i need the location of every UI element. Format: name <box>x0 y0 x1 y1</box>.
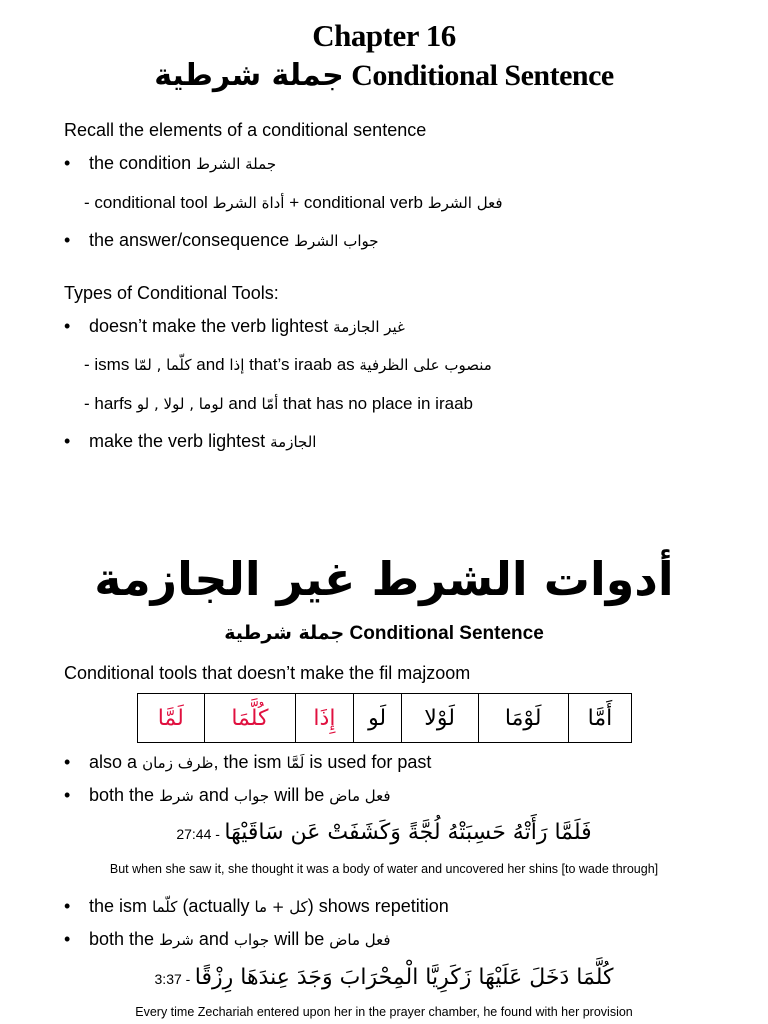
bullet-dot: • <box>64 316 71 336</box>
verse-1 <box>0 820 768 845</box>
bullet-dot: • <box>64 153 71 173</box>
sub-isms: - isms كلّما , لمّا and إذا that’s iraab as منصوب على الظرفية <box>84 355 492 374</box>
verse-1-arabic: فَلَمَّا رَأَتْهُ حَسِبَتْهُ لُجَّةً وَكَشَفَتْ عَن سَاقَيْهَا <box>224 820 592 845</box>
tools-table <box>137 693 632 743</box>
bullet-dot: • <box>64 929 71 949</box>
verse-1-ref: 27:44 - <box>176 826 220 842</box>
tool-cell: كُلَّمَا <box>204 694 296 743</box>
tools-row <box>138 694 632 743</box>
verse-2-ref: 3:37 - <box>154 971 191 987</box>
bullet-condition: • the condition جملة الشرط <box>64 153 277 173</box>
bullet-lamma: • also a ظرف زمان, the ism لَمَّا is used for past <box>64 752 432 772</box>
verse-1-translation: But when she saw it, she thought it was a body of water and uncovered her shins [to wade through] <box>109 862 659 876</box>
bullet-dot: • <box>64 431 71 451</box>
bullet-both-2: • both the شرط and جواب will be فعل ماض <box>64 929 391 949</box>
bullet-not-lightest: • doesn’t make the verb lightest غير الجازمة <box>64 316 405 336</box>
tool-cell: لَمَّا <box>138 694 205 743</box>
tool-cell: أَمَّا <box>568 694 631 743</box>
sub-harfs: - harfs لوما , لولا , لو and أمّا that has no place in iraab <box>84 394 473 413</box>
section-title-arabic: أدوات الشرط غير الجازمة <box>94 552 674 606</box>
chapter-subtitle-arabic: جملة شرطية <box>154 58 344 93</box>
verse-2 <box>0 965 768 990</box>
chapter-subtitle <box>0 58 768 93</box>
bullet-both-1: • both the شرط and جواب will be فعل ماض <box>64 785 391 805</box>
tool-cell: إِذَا <box>296 694 353 743</box>
bullet-dot: • <box>64 896 71 916</box>
bullet-lightest: • make the verb lightest الجازمة <box>64 431 317 451</box>
bullet-dot: • <box>64 752 71 772</box>
section-subtitle: جملة شرطية Conditional Sentence <box>224 622 544 644</box>
bullet-answer: • the answer/consequence جواب الشرط <box>64 230 379 250</box>
sub-tool-verb: - conditional tool أداة الشرط + conditional verb فعل الشرط <box>84 193 503 212</box>
verse-2-arabic: كُلَّمَا دَخَلَ عَلَيْهَا زَكَرِيَّا الْمِحْرَابَ وَجَدَ عِندَهَا رِزْقًا <box>194 965 614 990</box>
tools-intro: Conditional tools that doesn’t make the fil majzoom <box>64 663 471 683</box>
bullet-dot: • <box>64 785 71 805</box>
bullet-kullama: • the ism كلّما (actually كل + ما) shows repetition <box>64 896 449 916</box>
tool-cell: لَوْمَا <box>478 694 568 743</box>
verse-2-translation: Every time Zechariah entered upon her in the prayer chamber, he found with her provision <box>135 1005 633 1019</box>
bullet-dot: • <box>64 230 71 250</box>
recall-intro: Recall the elements of a conditional sentence <box>64 120 427 140</box>
tool-cell: لَو <box>353 694 401 743</box>
chapter-title: Chapter 16 <box>312 18 456 53</box>
chapter-subtitle-english: Conditional Sentence <box>351 59 614 92</box>
tool-cell: لَوْلا <box>401 694 478 743</box>
types-heading: Types of Conditional Tools: <box>64 283 279 303</box>
